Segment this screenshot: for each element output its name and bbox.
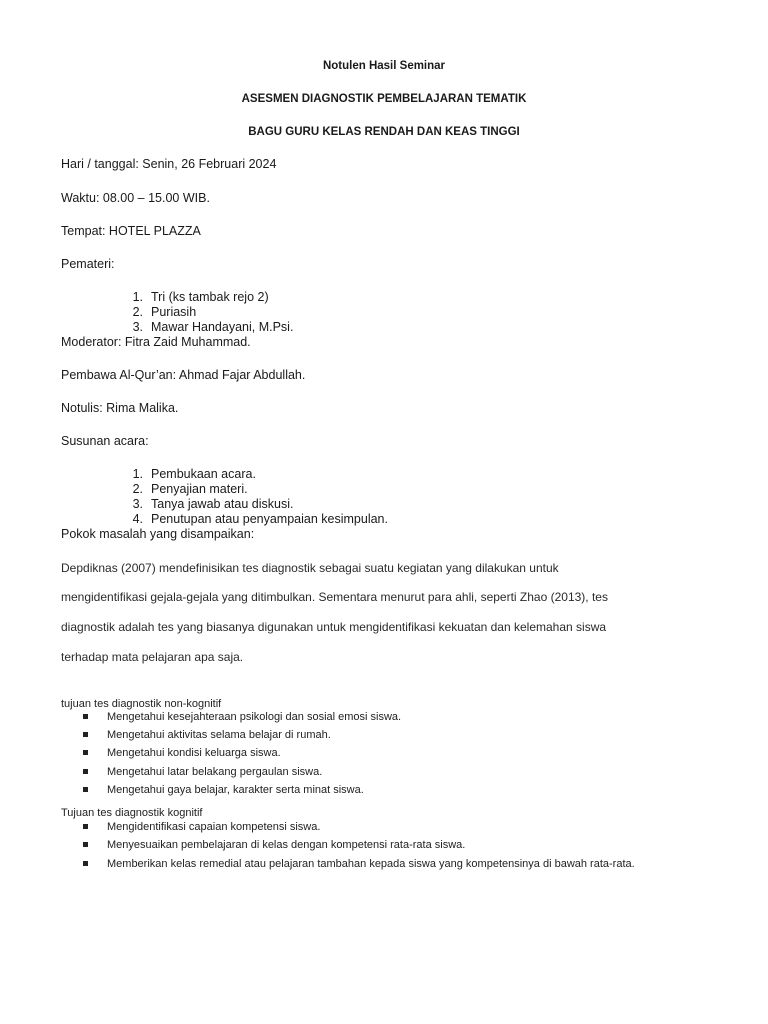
- list-number: 1.: [132, 290, 143, 304]
- speaker-item: [127, 290, 427, 305]
- list-number: 2.: [132, 482, 143, 496]
- paragraph-line: terhadap mata pelajaran apa saja.: [61, 650, 244, 664]
- bullet-marker: [83, 750, 88, 755]
- date-line: Hari / tanggal: Senin, 26 Februari 2024: [61, 157, 277, 171]
- bullet-text: Memberikan kelas remedial atau pelajaran tambahan kepada siswa yang kompetensinya di bawah rata-rata.: [107, 858, 635, 870]
- agenda-text: Pembukaan acara.: [151, 467, 256, 481]
- speaker-name: Puriasih: [151, 305, 197, 319]
- bullet-item: [83, 710, 683, 724]
- bullet-marker: [83, 714, 88, 719]
- agenda-item: [127, 482, 527, 497]
- bullet-text: Mengetahui kondisi keluarga siswa.: [107, 747, 281, 759]
- note-taker-line: Notulis: Rima Malika.: [61, 401, 179, 415]
- bullet-text: Mengetahui gaya belajar, karakter serta minat siswa.: [107, 784, 364, 796]
- bullet-marker: [83, 787, 88, 792]
- noncognitive-heading: tujuan tes diagnostik non-kognitif: [61, 698, 222, 710]
- list-number: 2.: [132, 305, 143, 319]
- agenda-item: [127, 497, 527, 512]
- doc-title: Notulen Hasil Seminar: [322, 60, 446, 72]
- bullet-item: [83, 728, 683, 742]
- bullet-text: Mengidentifikasi capaian kompetensi siswa.: [107, 821, 321, 833]
- bullet-item: [83, 783, 683, 797]
- list-number: 4.: [132, 512, 143, 526]
- cognitive-heading: Tujuan tes diagnostik kognitif: [61, 807, 203, 819]
- agenda-text: Penutupan atau penyampaian kesimpulan.: [151, 512, 388, 526]
- list-number: 3.: [132, 497, 143, 511]
- speaker-item: [127, 320, 427, 335]
- bullet-item: [83, 765, 683, 779]
- bullet-item: [83, 820, 743, 834]
- agenda-text: Penyajian materi.: [151, 482, 248, 496]
- time-line: Waktu: 08.00 – 15.00 WIB.: [61, 191, 210, 205]
- agenda-text: Tanya jawab atau diskusi.: [151, 497, 294, 511]
- bullet-text: Menyesuaikan pembelajaran di kelas dengan kompetensi rata-rata siswa.: [107, 839, 466, 851]
- doc-subtitle-2: BAGU GURU KELAS RENDAH DAN KEAS TINGGI: [248, 126, 520, 138]
- speaker-name: Mawar Handayani, M.Psi.: [151, 320, 294, 334]
- quran-reader-line: Pembawa Al-Qur’an: Ahmad Fajar Abdullah.: [61, 368, 306, 382]
- agenda-item: [127, 512, 527, 527]
- place-line: Tempat: HOTEL PLAZZA: [61, 224, 201, 238]
- speakers-label: Pemateri:: [61, 257, 115, 271]
- list-number: 3.: [132, 320, 143, 334]
- bullet-marker: [83, 824, 88, 829]
- bullet-text: Mengetahui kesejahteraan psikologi dan sosial emosi siswa.: [107, 711, 402, 723]
- discussion-label: Pokok masalah yang disampaikan:: [61, 527, 255, 541]
- bullet-marker: [83, 842, 88, 847]
- doc-subtitle: ASESMEN DIAGNOSTIK PEMBELAJARAN TEMATIK: [241, 93, 527, 105]
- bullet-item: [83, 857, 743, 871]
- agenda-item: [127, 467, 527, 482]
- bullet-item: [83, 838, 743, 852]
- moderator-line: Moderator: Fitra Zaid Muhammad.: [61, 335, 251, 349]
- bullet-marker: [83, 769, 88, 774]
- bullet-text: Mengetahui latar belakang pergaulan siswa.: [107, 766, 323, 778]
- paragraph-line: Depdiknas (2007) mendefinisikan tes diagnostik sebagai suatu kegiatan yang dilakukan untuk: [61, 561, 559, 575]
- speaker-item: [127, 305, 427, 320]
- paragraph-line: diagnostik adalah tes yang biasanya digunakan untuk mengidentifikasi kekuatan dan kelemahan siswa: [61, 620, 607, 634]
- list-number: 1.: [132, 467, 143, 481]
- agenda-label: Susunan acara:: [61, 434, 149, 448]
- bullet-marker: [83, 861, 88, 866]
- bullet-marker: [83, 732, 88, 737]
- bullet-text: Mengetahui aktivitas selama belajar di rumah.: [107, 729, 331, 741]
- speaker-name: Tri (ks tambak rejo 2): [151, 290, 269, 304]
- bullet-item: [83, 746, 683, 760]
- paragraph-line: mengidentifikasi gejala-gejala yang ditimbulkan. Sementara menurut para ahli, seperti Zhao (2013), tes: [61, 590, 608, 604]
